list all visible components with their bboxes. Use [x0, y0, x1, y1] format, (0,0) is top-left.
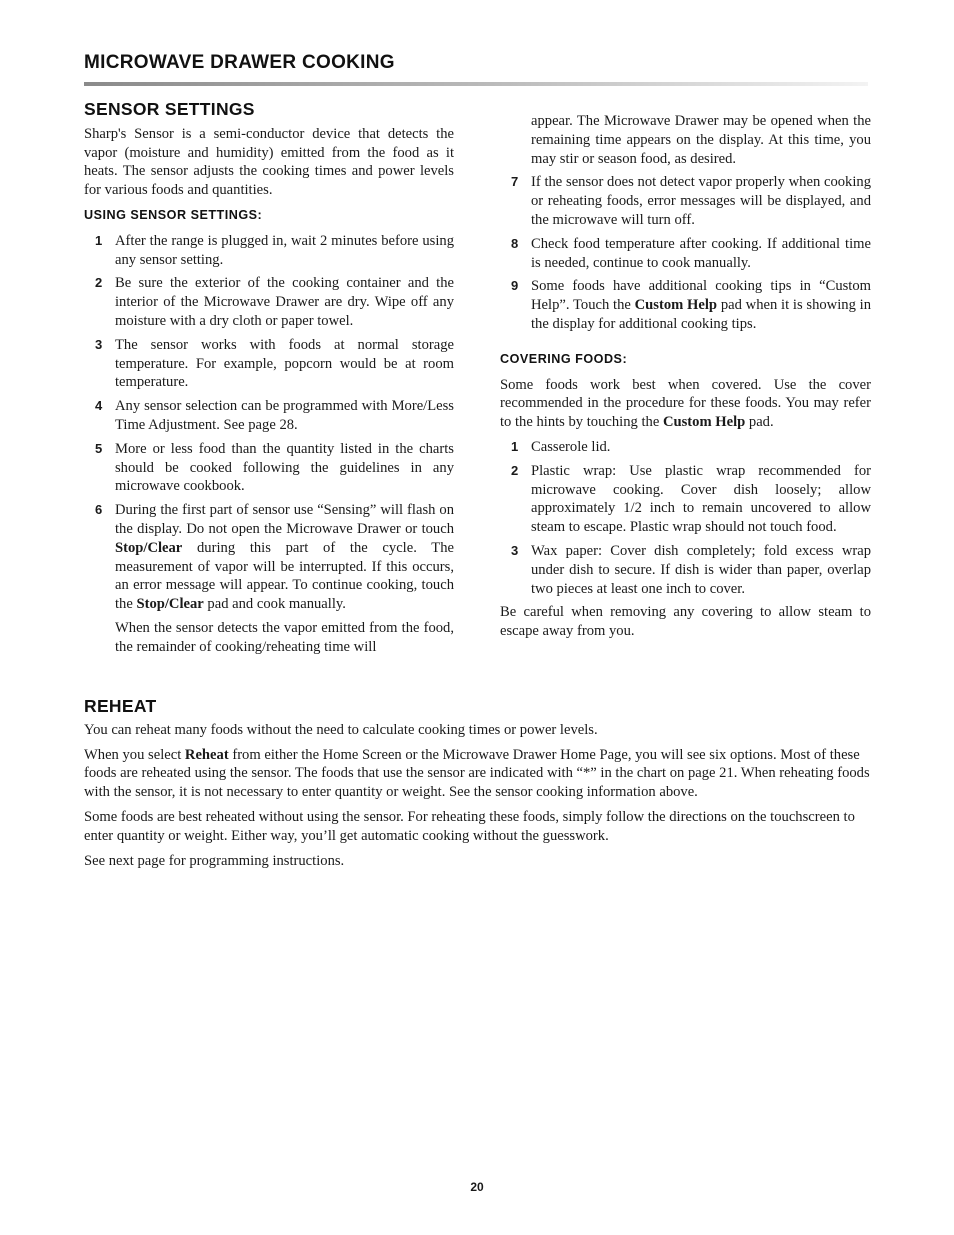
- sensor-step-8: [500, 235, 871, 273]
- covering-list: [500, 438, 871, 598]
- step-number: 8: [511, 235, 519, 251]
- reheat-label: Reheat: [184, 746, 229, 763]
- sensor-step-2: [84, 274, 454, 330]
- step-text: The sensor works with foods at normal storage temperature. For example, popcorn would be at room temperature.: [115, 336, 454, 391]
- item-text: Casserole lid.: [531, 438, 611, 455]
- reheat-paragraph-3: Some foods are best reheated without using the sensor. For reheating these foods, simply follow the directions on the touchscreen to enter quantity or weight. Either way, you’ll get automatic cooking without the guesswork.: [84, 808, 855, 844]
- covering-item-3: [500, 542, 871, 598]
- step-6-continuation-right: appear. The Microwave Drawer may be opened when the remaining time appears on the display. At this time, you may stir or season food, as desired.: [531, 113, 871, 167]
- step-number: 5: [95, 440, 103, 456]
- covering-item-1: [500, 438, 871, 457]
- step-text: Be sure the exterior of the cooking container and the interior of the Microwave Drawer are dry. Wipe off any moisture with a dry cloth or paper towel.: [115, 275, 454, 329]
- step-text-part: pad when it is showing in the display for additional cooking tips.: [531, 297, 871, 332]
- covering-closing: Be careful when removing any covering to allow steam to escape away from you.: [500, 604, 871, 640]
- sensor-intro: Sharp's Sensor is a semi-conductor device that detects the vapor (moisture and humidity) emitted from the food as it heats. The sensor adjusts the cooking times and power levels for various foods and quantities.: [84, 125, 454, 199]
- using-sensor-heading: USING SENSOR SETTINGS:: [84, 207, 263, 222]
- sensor-step-6: [84, 501, 454, 614]
- custom-help-label: Custom Help: [662, 414, 746, 431]
- step-6-continuation: When the sensor detects the vapor emitted from the food, the remainder of cooking/reheating time will: [115, 619, 454, 655]
- step-text: Any sensor selection can be programmed with More/Less Time Adjustment. See page 28.: [115, 398, 454, 433]
- step-text-part: pad and cook manually.: [203, 596, 346, 613]
- covering-intro-text: pad.: [745, 414, 774, 431]
- page-number: 20: [470, 1180, 484, 1194]
- sensor-steps-list: [84, 232, 454, 614]
- title-rule: [84, 82, 868, 86]
- covering-foods-heading: COVERING FOODS:: [500, 351, 628, 366]
- stop-clear-label: Stop/Clear: [115, 539, 183, 556]
- step-number: 4: [95, 398, 103, 414]
- covering-item-2: [500, 462, 871, 537]
- stop-clear-label: Stop/Clear: [136, 596, 204, 613]
- sensor-settings-heading: SENSOR SETTINGS: [84, 99, 255, 119]
- reheat-paragraph-4: See next page for programming instructions.: [84, 852, 345, 869]
- step-text: If the sensor does not detect vapor properly when cooking or reheating foods, error messages will be displayed, and the microwave will turn off.: [531, 174, 871, 228]
- step-text: More or less food than the quantity listed in the charts should be cooked following the guidelines in any microwave cookbook.: [115, 440, 454, 495]
- left-column: [84, 100, 454, 662]
- item-text: Wax paper: Cover dish completely; fold excess wrap under dish to secure. If dish is wider than paper, overlap two pieces at least one inch to cover.: [531, 542, 871, 597]
- step-text-part: During the first part of sensor use “Sensing” will flash on the display. Do not open the Microwave Drawer or touch: [115, 502, 454, 537]
- reheat-text: When you select: [84, 746, 185, 763]
- item-text: Plastic wrap: Use plastic wrap recommended for microwave cooking. Cover dish loosely; allow approximately 1/2 inch to remain uncovered to allow steam to escape. Plastic wrap should not touch food.: [531, 462, 871, 536]
- step-number: 2: [95, 275, 103, 291]
- page-title: MICROWAVE DRAWER COOKING: [84, 52, 395, 73]
- sensor-step-4: [84, 397, 454, 435]
- step-number: 7: [511, 174, 519, 190]
- reheat-paragraph-1: You can reheat many foods without the need to calculate cooking times or power levels.: [84, 721, 598, 738]
- step-number: 3: [95, 336, 103, 352]
- step-text-part: Some foods have additional cooking tips in “Custom Help”. Touch the: [531, 278, 871, 314]
- reheat-section: [84, 697, 872, 876]
- step-text-part: during this part of the cycle. The measurement of vapor will be interrupted. If this occurs, an error message will appear. To continue cooking, touch the: [115, 539, 454, 613]
- sensor-step-5: [84, 440, 454, 496]
- sensor-step-3: [84, 336, 454, 392]
- step-number: 6: [95, 502, 103, 518]
- item-number: 1: [511, 438, 519, 454]
- custom-help-label: Custom Help: [634, 297, 718, 314]
- sensor-step-7: [500, 173, 871, 229]
- step-number: 1: [95, 232, 103, 248]
- sensor-step-9: [500, 277, 871, 333]
- reheat-heading: REHEAT: [84, 696, 157, 716]
- item-number: 3: [511, 542, 519, 558]
- step-number: 9: [511, 278, 519, 294]
- reheat-paragraph-2: [84, 746, 872, 802]
- sensor-step-1: [84, 232, 454, 270]
- right-column: [500, 112, 871, 647]
- step-text: Check food temperature after cooking. If additional time is needed, continue to cook manually.: [531, 235, 871, 271]
- covering-intro: [500, 376, 871, 432]
- covering-intro-text: Some foods work best when covered. Use the cover recommended in the procedure for these foods. You may refer to the hints by touching the: [500, 376, 871, 431]
- reheat-text: from either the Home Screen or the Microwave Drawer Home Page, you will see six options. Most of these foods are reheated using the sensor. The foods that use the sensor are indicated with “*” in the chart on page 21. When reheating foods with the sensor, it is not necessary to enter quantity or weight. See the sensor cooking information above.: [84, 746, 870, 801]
- item-number: 2: [511, 462, 519, 478]
- sensor-steps-list-continued: [500, 173, 871, 333]
- step-text: After the range is plugged in, wait 2 minutes before using any sensor setting.: [115, 232, 454, 268]
